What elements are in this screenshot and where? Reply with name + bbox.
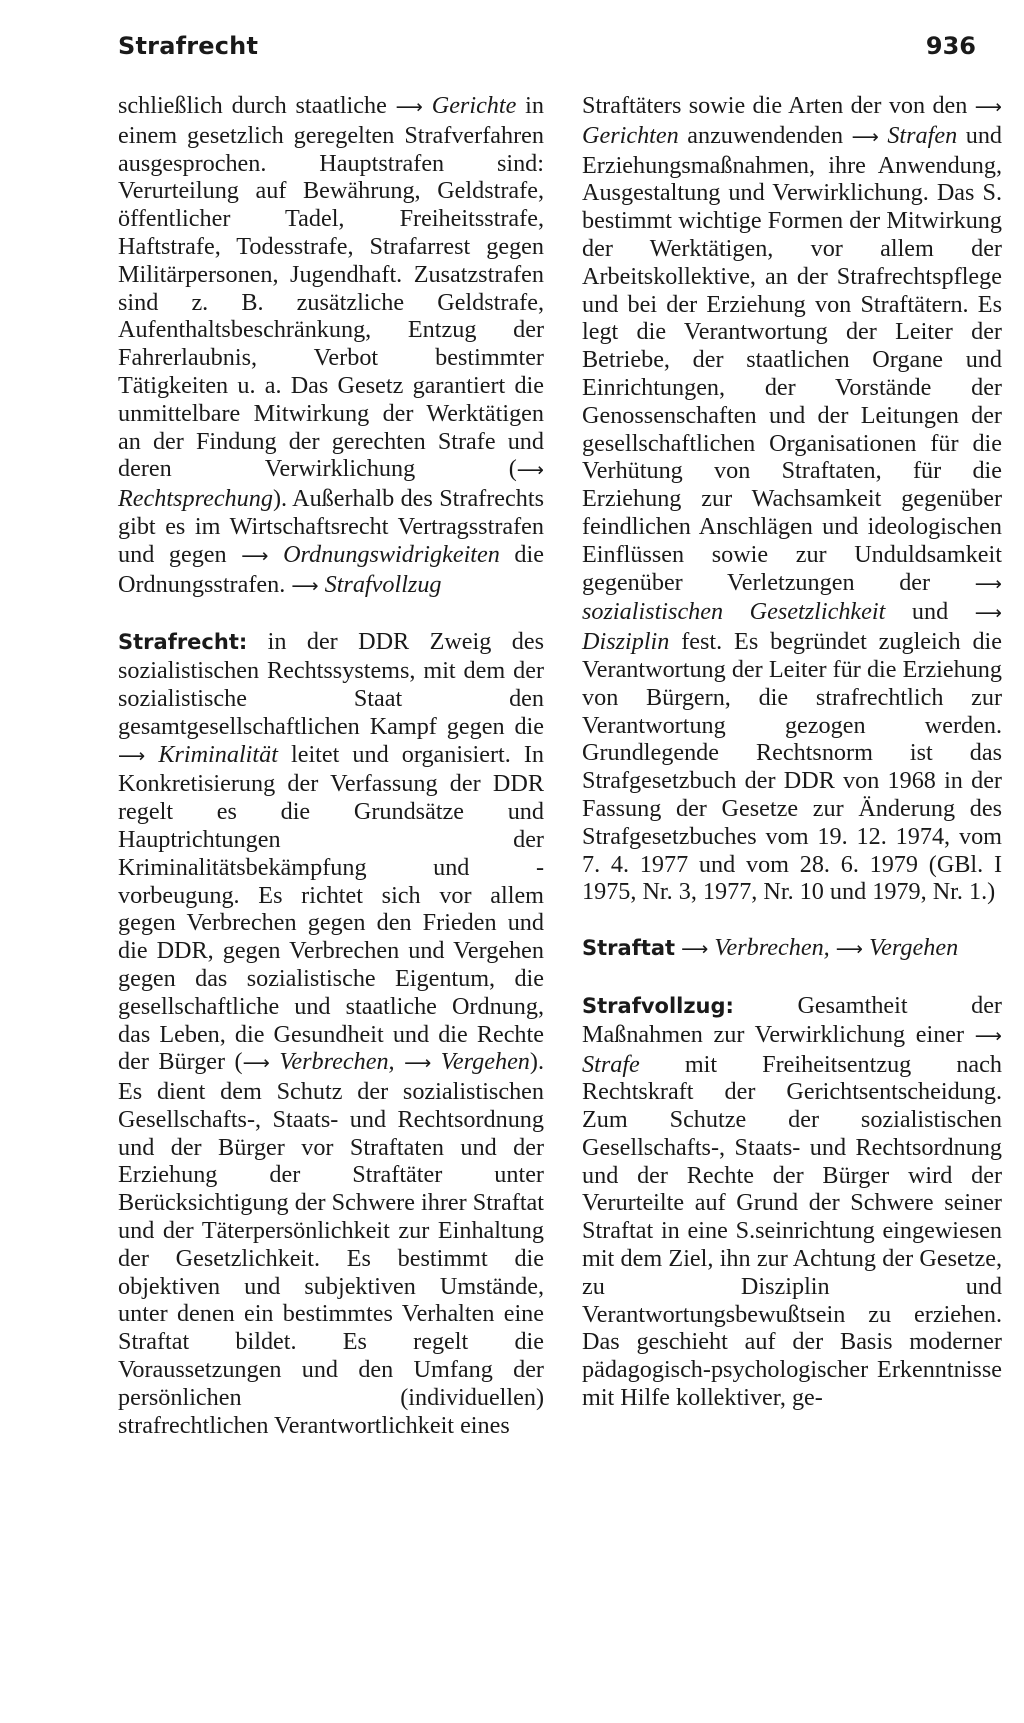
entry-continuation: schließlich durch staatliche ⟶ Gerichte in einem gesetzlich geregelten Strafverfahren ausgesprochen. Hauptstrafen sind: Verurteilung auf Bewährung, Geldstrafe, öffentlicher Tadel, Freiheitsstrafe, Haftstrafe, Todesstrafe, Strafarrest gegen Militärpersonen, Jugendhaft. Zusatzstrafen sind z. B. zusätzliche Geldstrafe, Aufenthaltsbeschränkung, Entzug der Fahrerlaubnis, Verbot bestimmter Tätigkeiten u. a. Das Gesetz garantiert die unmittelbare Mitwirkung der Werktätigen an der Findung der gerechten Strafe und deren Verwirklichung (⟶ Rechtsprechung). Außerhalb des Strafrechts gibt es im Wirtschaftsrecht Vertragsstrafen und gegen ⟶ Ordnungswidrigkeiten die Ordnungsstrafen. ⟶ Strafvollzug xyxy=(118,92,544,598)
cross-ref-arrow-icon: ⟶ xyxy=(404,1052,432,1075)
cross-ref-arrow-icon: ⟶ xyxy=(835,938,864,961)
cross-ref-arrow-icon: ⟶ xyxy=(851,125,879,148)
entry-straftat xyxy=(582,934,1002,964)
entry-headword: Straftat xyxy=(582,936,676,961)
cross-reference[interactable]: Gerichte xyxy=(431,92,517,119)
cross-ref-arrow-icon: ⟶ xyxy=(291,574,319,597)
cross-reference[interactable]: Vergehen xyxy=(869,934,959,962)
cross-reference[interactable]: Rechtsprechung xyxy=(118,485,273,513)
cross-ref-arrow-icon: ⟶ xyxy=(118,744,146,767)
cross-reference[interactable]: Verbrechen, xyxy=(714,934,830,962)
cross-reference[interactable]: Vergehen xyxy=(440,1048,530,1076)
cross-ref-arrow-icon: ⟶ xyxy=(516,459,544,482)
cross-reference[interactable]: Strafe xyxy=(582,1050,640,1078)
cross-ref-arrow-icon: ⟶ xyxy=(242,1052,270,1075)
cross-reference[interactable]: sozialistischen Gesetzlichkeit xyxy=(582,598,886,626)
cross-ref-arrow-icon: ⟶ xyxy=(974,602,1003,625)
cross-reference[interactable]: Ordnungswidrigkeiten xyxy=(283,540,500,568)
cross-ref-arrow-icon: ⟶ xyxy=(681,938,709,961)
left-column xyxy=(118,92,544,1439)
cross-reference[interactable]: Disziplin xyxy=(582,628,670,656)
page-number: 936 xyxy=(925,32,976,60)
cross-reference[interactable]: Kriminalität xyxy=(158,740,278,768)
page-header xyxy=(118,32,976,72)
entry-strafrecht-continued: Straftäters sowie die Arten der von den ⟶ Gerichten anzuwendenden ⟶ Strafen und Erziehungsmaßnahmen, ihre Anwendung, Ausgestaltung und Verwirklichung. Das S. bestimmt wichtige Formen der Mitwirkung der Werktätigen, vor allem der Arbeitskollektive, an der Strafrechtspflege und bei der Erziehung von Straftätern. Es legt die Verantwortung der Leiter der Betriebe, der staatlichen Organe und Einrichtungen, der Vorstände der Genossenschaften und der Leitungen der gesellschaftlichen Organisationen für die Verhütung von Straftaten, für die Erziehung zur Wachsamkeit gegenüber feindlichen Anschlägen und ideologischen Einflüssen sowie zur Unduldsamkeit gegenüber Verletzungen der ⟶ sozialistischen Gesetzlichkeit und ⟶ Disziplin fest. Es begründet zugleich die Verantwortung der Leiter für die Erziehung von Bürgern, die strafrechtlich zur Verantwortung gezogen werden. Grundlegende Rechtsnorm ist das Strafgesetzbuch der DDR von 1968 in der Fassung der Gesetze zur Änderung des Strafgesetzbuches vom 19. 12. 1974, vom 7. 4. 1977 und vom 28. 6. 1979 (GBl. I 1975, Nr. 3, 1977, Nr. 10 und 1979, Nr. 1.) xyxy=(582,92,1003,906)
entry-headword: Strafvollzug: xyxy=(582,993,734,1018)
cross-ref-arrow-icon: ⟶ xyxy=(974,572,1002,595)
cross-reference[interactable]: Strafvollzug xyxy=(324,570,442,598)
cross-ref-arrow-icon: ⟶ xyxy=(395,96,423,118)
cross-reference[interactable]: Gerichten xyxy=(582,121,679,149)
right-column xyxy=(582,92,1002,1412)
cross-reference[interactable]: Strafen xyxy=(887,121,958,149)
cross-reference[interactable]: Verbrechen, xyxy=(279,1048,395,1076)
cross-ref-arrow-icon: ⟶ xyxy=(974,96,1002,118)
entry-strafrecht: Strafrecht: in der DDR Zweig des sozialistischen Rechtssystems, mit dem der sozialistische Staat den gesamtgesellschaftlichen Kampf gegen die ⟶ Kriminalität leitet und organisiert. In Konkretisierung der Verfassung der DDR regelt es die Grundsätze und Hauptrichtungen der Kriminalitätsbekämpfung und -vorbeugung. Es richtet sich vor allem gegen Verbrechen gegen den Frieden und die DDR, gegen Verbrechen und Vergehen gegen das sozialistische Eigentum, die gesellschaftliche und staatliche Ordnung, das Leben, die Gesundheit und die Rechte der Bürger (⟶ Verbrechen, ⟶ Vergehen). Es dient dem Schutz der sozialistischen Gesellschafts-, Staats- und Rechtsordnung und der Bürger vor Straftaten und der Erziehung der Straftäter unter Berücksichtigung der Schwere ihrer Straftat und der Täterpersönlichkeit zur Einhaltung der Gesetzlichkeit. Es bestimmt die objektiven und subjektiven Umstände, unter denen ein bestimmtes Verhalten eine Straftat bildet. Es regelt die Voraussetzungen und den Umfang der persönlichen (individuellen) strafrechtlichen Verantwortlichkeit eines xyxy=(118,628,545,1439)
entry-strafvollzug: Strafvollzug: Gesamtheit der Maßnahmen zur Verwirklichung einer ⟶ Strafe mit Freiheitsentzug nach Rechtskraft der Gerichtsentscheidung. Zum Schutze der sozialistischen Gesellschafts-, Staats- und Rechtsordnung und der Rechte der Bürger wird der Verurteilte auf Grund der Schwere seiner Straftat in eine S.seinrichtung eingewiesen mit dem Ziel, ihn zur Achtung der Gesetze, zu Disziplin und Verantwortungsbewußtsein zu erziehen. Das geschieht auf der Basis moderner pädagogisch-psychologischer Erkenntnisse mit Hilfe kollektiver, ge- xyxy=(582,991,1002,1412)
cross-ref-arrow-icon: ⟶ xyxy=(241,544,269,567)
cross-ref-arrow-icon: ⟶ xyxy=(974,1024,1002,1047)
entry-headword: Strafrecht: xyxy=(118,630,248,655)
running-head: Strafrecht xyxy=(118,32,259,60)
